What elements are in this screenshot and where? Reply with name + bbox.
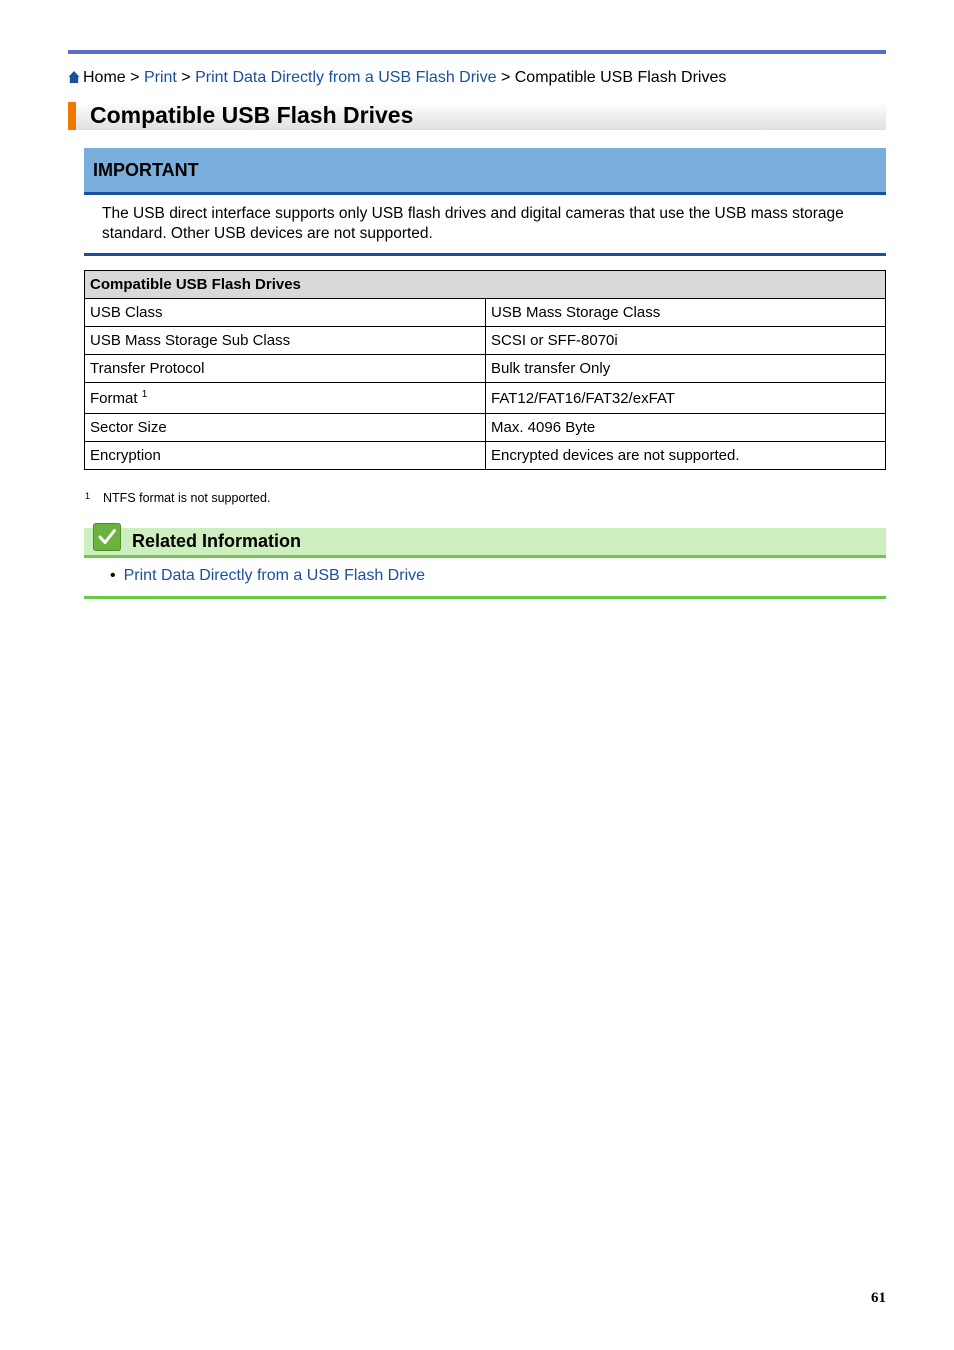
footnote-number: 1 [85,491,91,501]
breadcrumb-link-print[interactable]: Print [143,69,177,86]
related-bottom-rule [84,596,886,599]
table-cell-label: Sector Size [85,414,486,442]
breadcrumb-separator: > [181,69,191,86]
table-header: Compatible USB Flash Drives [85,271,886,299]
title-bar [68,102,886,130]
breadcrumb-current: Compatible USB Flash Drives [514,69,727,86]
table-cell-value: Max. 4096 Byte [486,414,886,442]
top-rule [68,50,886,54]
table-cell-label: USB Mass Storage Sub Class [85,327,486,355]
important-bottom-rule [84,253,886,256]
table-cell-value: Bulk transfer Only [486,355,886,383]
page-number: 61 [871,1290,886,1306]
spec-table [84,270,886,470]
important-text: The USB direct interface supports only USB flash drives and digital cameras that use the USB mass storage standard. Other USB devices are not supported. [102,205,844,242]
important-header [84,148,886,195]
table-row [85,327,886,355]
related-information-header [84,528,886,558]
table-row [85,355,886,383]
table-cell-label [85,383,486,414]
table-row [85,383,886,414]
footnote-text: NTFS format is not supported. [103,491,271,505]
table-header-row [85,271,886,299]
breadcrumb-link-print-data-usb[interactable]: Print Data Directly from a USB Flash Drive [195,69,497,86]
table-row [85,414,886,442]
table-row [85,442,886,470]
table-cell-label: Transfer Protocol [85,355,486,383]
breadcrumb-home: Home [83,69,126,86]
table-cell-value: SCSI or SFF-8070i [486,327,886,355]
breadcrumb-separator: > [130,69,140,86]
table-cell-value: USB Mass Storage Class [486,299,886,327]
important-label: IMPORTANT [93,160,199,180]
breadcrumb [68,68,726,90]
table-row [85,299,886,327]
table-cell-value: Encrypted devices are not supported. [486,442,886,470]
table-cell-value: FAT12/FAT16/FAT32/exFAT [486,383,886,414]
table-cell-label: USB Class [85,299,486,327]
breadcrumb-separator: > [500,69,511,86]
home-icon[interactable] [68,70,80,90]
footnote-ref[interactable]: 1 [141,389,148,400]
related-link-print-data-usb[interactable]: Print Data Directly from a USB Flash Drive [123,567,426,584]
page-title: Compatible USB Flash Drives [90,102,414,128]
title-accent [68,102,76,130]
list-bullet: • [110,567,116,584]
format-label: Format [90,390,138,407]
footnote [85,488,270,506]
table-cell-label: Encryption [85,442,486,470]
related-information-label: Related Information [132,531,302,551]
checkmark-icon [93,523,121,551]
related-list [110,566,425,586]
